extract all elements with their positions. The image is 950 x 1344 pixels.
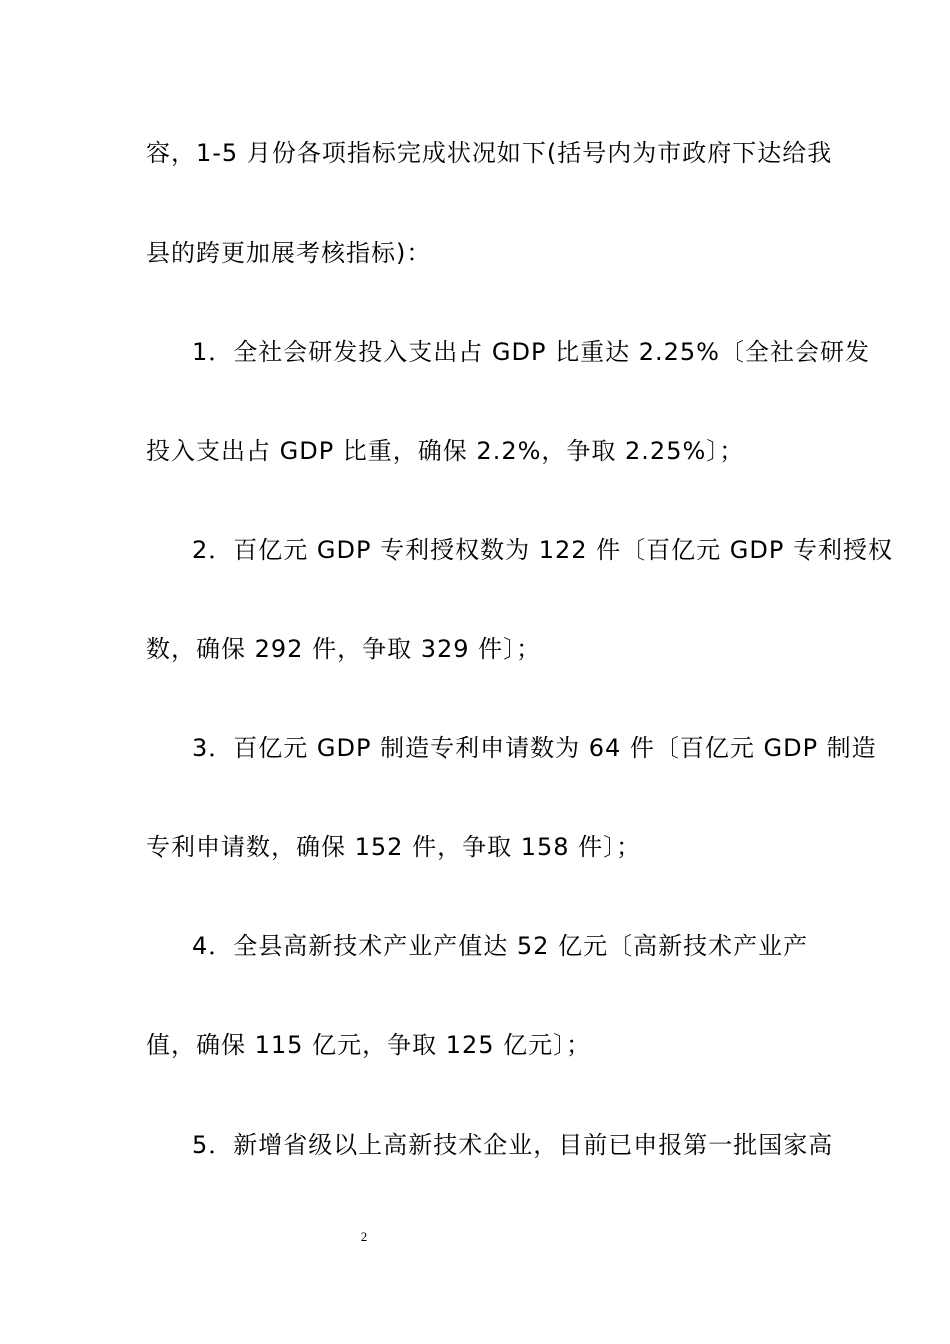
text-line-7: 3．百亿元 GDP 制造专利申请数为 64 件〔百亿元 GDP 制造 (192, 734, 877, 762)
text-line-11: 5．新增省级以上高新技术企业，目前已申报第一批国家高 (192, 1131, 834, 1159)
text-line-9: 4．全县高新技术产业产值达 52 亿元〔高新技术产业产 (192, 932, 809, 960)
text-line-1: 容，1-5 月份各项指标完成状况如下(括号内为市政府下达给我 (146, 139, 833, 167)
text-line-5: 2．百亿元 GDP 专利授权数为 122 件〔百亿元 GDP 专利授权 (192, 536, 893, 564)
page-number: 2 (360, 1229, 368, 1244)
text-line-2: 县的跨更加展考核指标)： (146, 239, 432, 267)
text-line-10: 值，确保 115 亿元，争取 125 亿元〕； (146, 1031, 592, 1059)
text-line-6: 数，确保 292 件，争取 329 件〕； (146, 635, 542, 663)
text-line-4: 投入支出占 GDP 比重，确保 2.2%，争取 2.25%〕； (146, 437, 745, 465)
text-line-3: 1．全社会研发投入支出占 GDP 比重达 2.25%〔全社会研发 (192, 338, 870, 366)
text-line-8: 专利申请数，确保 152 件，争取 158 件〕； (146, 833, 642, 861)
